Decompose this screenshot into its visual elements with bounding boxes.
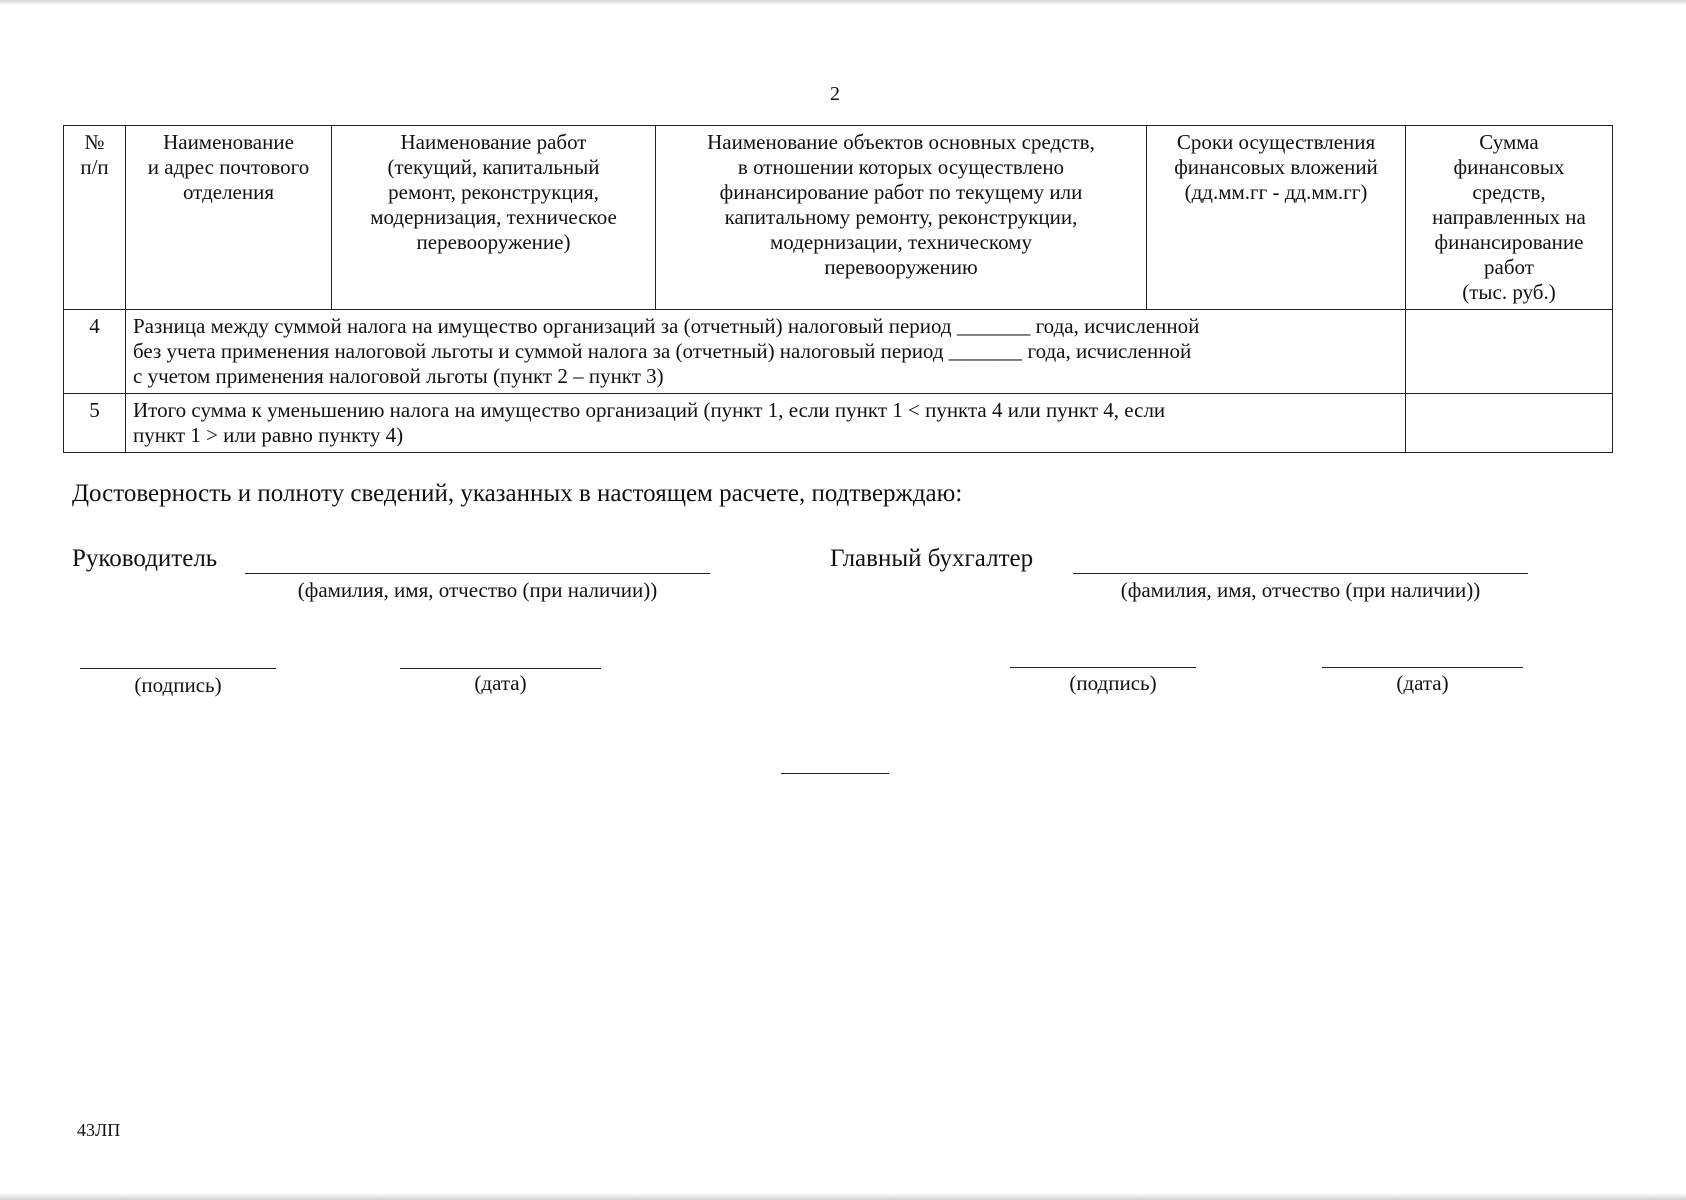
row-number: 4 [64, 310, 126, 394]
scan-edge-top [0, 0, 1686, 5]
chief-accountant-label: Главный бухгалтер [830, 545, 1034, 572]
financing-table [63, 125, 1613, 453]
head-date-caption: (дата) [474, 671, 527, 695]
row-description: Итого сумма к уменьшению налога на имущество организаций (пункт 1, если пункт 1 < пункта 4 или пункт 4, если пункт 1 > или равно пункту 4) [126, 394, 1406, 453]
head-name-line[interactable] [245, 573, 710, 574]
row-number: 5 [64, 394, 126, 453]
chief-accountant-name-caption: (фамилия, имя, отчество (при наличии)) [1120, 578, 1481, 602]
chief-accountant-date-caption: (дата) [1396, 671, 1449, 695]
end-of-document-rule [781, 773, 889, 774]
header-works: Наименование работ (текущий, капитальный ремонт, реконструкция, модернизация, техническое перевооружение) [332, 126, 656, 310]
header-periods: Сроки осуществления финансовых вложений (дд.мм.гг - дд.мм.гг) [1147, 126, 1406, 310]
head-signature-line[interactable] [80, 668, 276, 669]
confirmation-statement: Достоверность и полноту сведений, указанных в настоящем расчете, подтверждаю: [72, 480, 963, 507]
header-fixed-assets: Наименование объектов основных средств, в отношении которых осуществлено финансирование работ по текущему или капитальному ремонту, реконструкции, модернизации, техническому перевооружению [656, 126, 1147, 310]
header-post-office: Наименование и адрес почтового отделения [126, 126, 332, 310]
form-code: 43ЛП [77, 1120, 121, 1140]
header-amount: Сумма финансовых средств, направленных на финансирование работ (тыс. руб.) [1406, 126, 1613, 310]
chief-accountant-name-line[interactable] [1073, 573, 1528, 574]
head-name-caption: (фамилия, имя, отчество (при наличии)) [297, 578, 658, 602]
table-row [64, 310, 1613, 394]
head-label: Руководитель [72, 545, 218, 572]
head-signature-caption: (подпись) [134, 673, 222, 697]
chief-accountant-signature-line[interactable] [1010, 667, 1196, 668]
row-amount-cell[interactable] [1406, 394, 1613, 453]
row-description: Разница между суммой налога на имущество организаций за (отчетный) налоговый период _______ года, исчисленной без учета применения налоговой льготы и суммой налога за (отчетный) налоговый период _______ года, исчисленной с учетом применения налоговой льготы (пункт 2 – пункт 3) [126, 310, 1406, 394]
table-header-row [64, 126, 1613, 310]
header-number: № п/п [64, 126, 126, 310]
scan-edge-bottom [0, 1193, 1686, 1200]
table-row [64, 394, 1613, 453]
chief-accountant-date-line[interactable] [1322, 667, 1523, 668]
row-amount-cell[interactable] [1406, 310, 1613, 394]
head-date-line[interactable] [400, 668, 601, 669]
page-number: 2 [830, 83, 840, 105]
chief-accountant-signature-caption: (подпись) [1069, 671, 1157, 695]
